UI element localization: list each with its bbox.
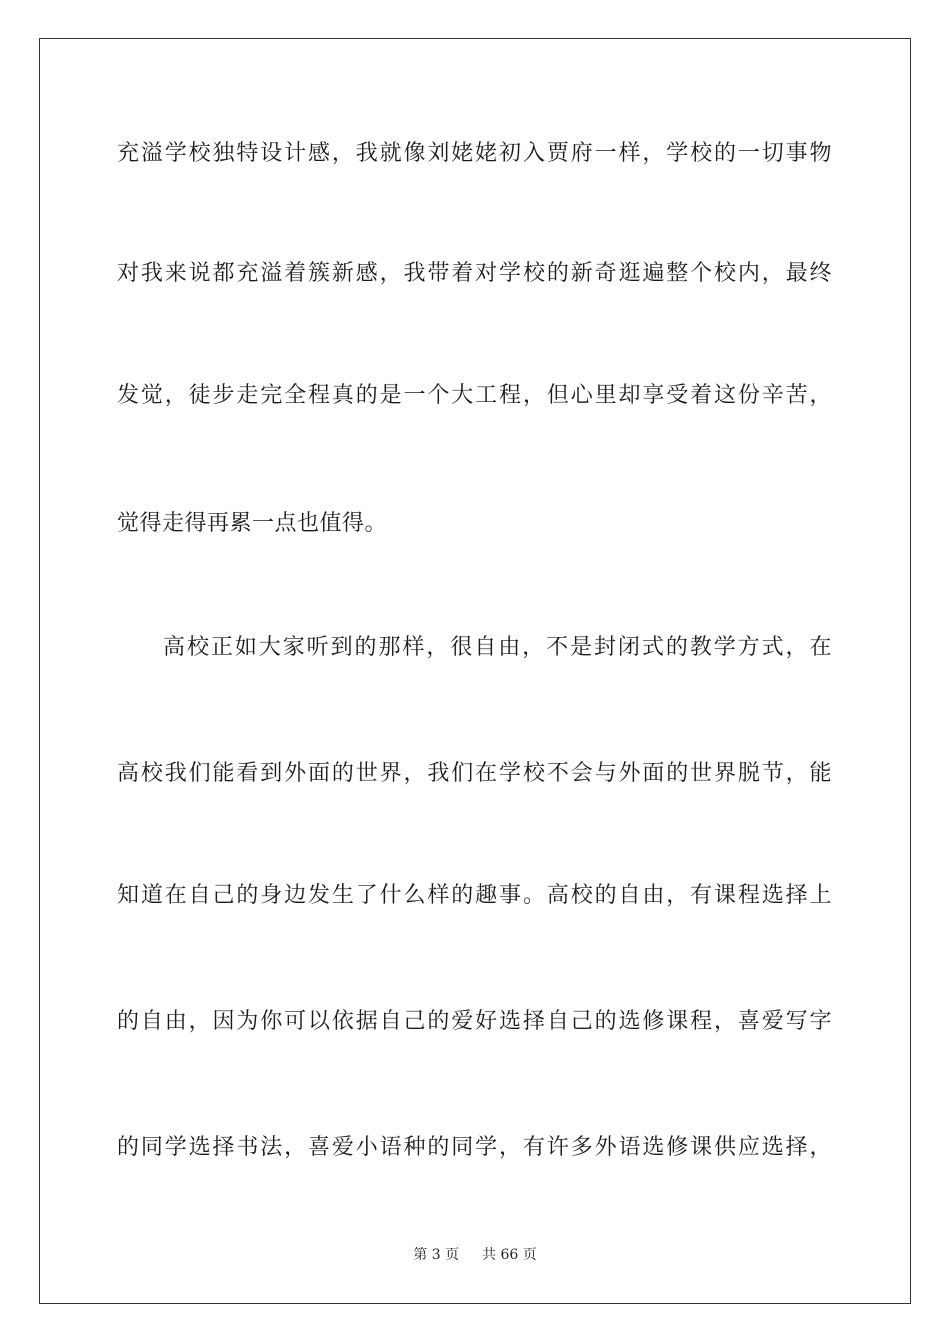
page-footer (0, 1246, 950, 1264)
page-border (39, 38, 911, 1304)
paragraph-line-4: 觉得走得再累一点也值得。 (117, 511, 388, 536)
paragraph-line-1: 充溢学校独特设计感，我就像刘姥姥初入贾府一样，学校的一切事物 (117, 141, 832, 166)
paragraph-line-8: 的自由，因为你可以依据自己的爱好选择自己的选修课程，喜爱写字 (117, 1009, 832, 1034)
page-number: 第 3 页 (413, 1247, 460, 1263)
paragraph-line-7: 知道在自己的身边发生了什么样的趣事。高校的自由，有课程选择上 (117, 883, 832, 908)
paragraph-line-9: 的同学选择书法，喜爱小语种的同学，有许多外语选修课供应选择， (117, 1135, 832, 1160)
paragraph-line-3: 发觉，徒步走完全程真的是一个大工程，但心里却享受着这份辛苦， (117, 383, 832, 408)
paragraph-line-5: 高校正如大家听到的那样，很自由，不是封闭式的教学方式，在 (163, 635, 832, 660)
paragraph-line-6: 高校我们能看到外面的世界，我们在学校不会与外面的世界脱节，能 (117, 761, 832, 786)
total-pages: 共 66 页 (482, 1247, 537, 1263)
paragraph-line-2: 对我来说都充溢着簇新感，我带着对学校的新奇逛遍整个校内，最终 (117, 261, 832, 286)
